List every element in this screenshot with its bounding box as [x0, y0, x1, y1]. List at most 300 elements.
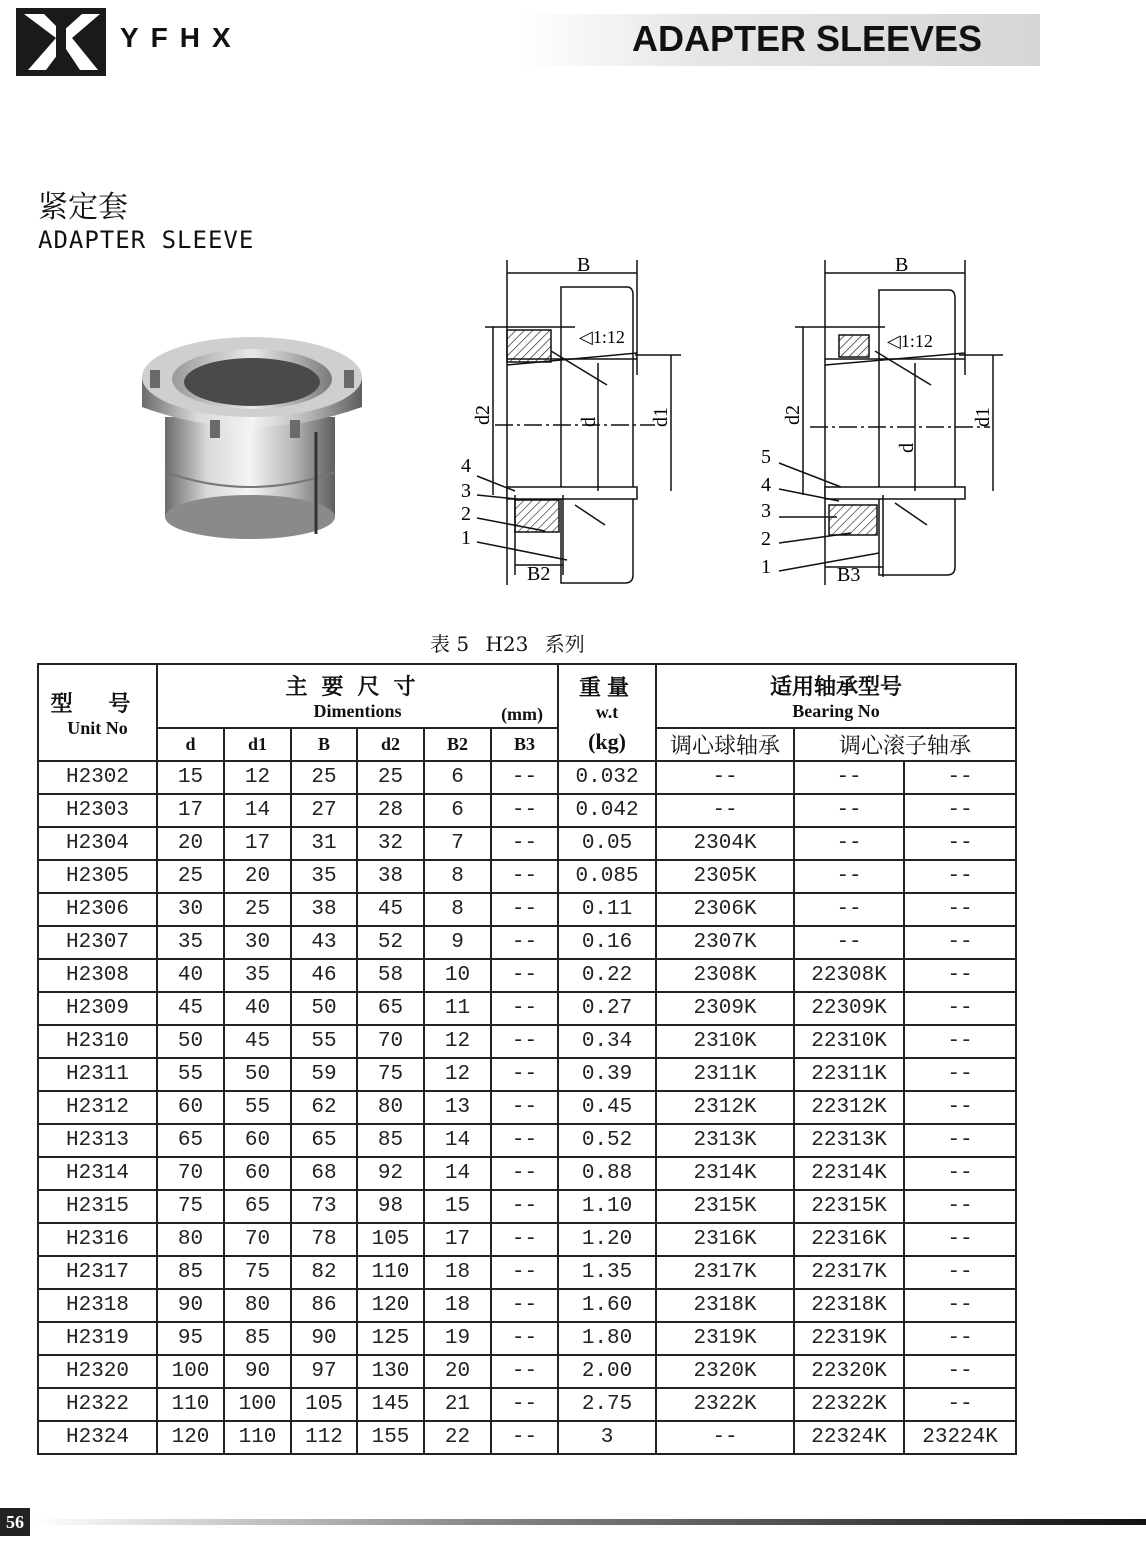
- table-cell: 2312K: [656, 1091, 794, 1124]
- table-cell: H2313: [38, 1124, 157, 1157]
- table-cell: --: [491, 959, 558, 992]
- table-cell: H2318: [38, 1289, 157, 1322]
- table-row: [38, 992, 1016, 1025]
- table-cell: 0.085: [558, 860, 656, 893]
- table-cell: 2307K: [656, 926, 794, 959]
- table-cell: --: [491, 1355, 558, 1388]
- table-cell: --: [794, 893, 904, 926]
- table-cell: 62: [291, 1091, 357, 1124]
- table-row: [38, 1388, 1016, 1421]
- table-cell: --: [491, 860, 558, 893]
- table-cell: H2320: [38, 1355, 157, 1388]
- page-number: 56: [0, 1508, 30, 1536]
- header-dimensions: 主要尺寸 Dimentions (mm): [157, 664, 558, 728]
- table-cell: 12: [424, 1058, 491, 1091]
- table-cell: 18: [424, 1289, 491, 1322]
- table-cell: 50: [291, 992, 357, 1025]
- table-row: [38, 761, 1016, 794]
- table-cell: 0.05: [558, 827, 656, 860]
- header-roller-bearing: 调心滚子轴承: [794, 728, 1016, 761]
- table-row: [38, 1058, 1016, 1091]
- table-row: [38, 1190, 1016, 1223]
- table-cell: 105: [357, 1223, 424, 1256]
- table-cell: 22312K: [794, 1091, 904, 1124]
- table-cell: 15: [157, 761, 224, 794]
- table-cell: --: [491, 1256, 558, 1289]
- table-cell: 2314K: [656, 1157, 794, 1190]
- header-unit: 型 号 Unit No: [38, 664, 157, 761]
- page-title: ADAPTER SLEEVES: [632, 18, 983, 59]
- table-cell: --: [904, 893, 1016, 926]
- table-cell: --: [794, 761, 904, 794]
- table-caption: [430, 628, 595, 657]
- table-cell: 0.39: [558, 1058, 656, 1091]
- table-cell: --: [491, 1223, 558, 1256]
- table-cell: --: [904, 761, 1016, 794]
- table-cell: 90: [224, 1355, 291, 1388]
- table-cell: 22308K: [794, 959, 904, 992]
- table-cell: 25: [224, 893, 291, 926]
- table-cell: 2304K: [656, 827, 794, 860]
- table-cell: 78: [291, 1223, 357, 1256]
- table-cell: 2308K: [656, 959, 794, 992]
- table-cell: 1.20: [558, 1223, 656, 1256]
- table-cell: 60: [224, 1157, 291, 1190]
- table-cell: 17: [424, 1223, 491, 1256]
- table-cell: 19: [424, 1322, 491, 1355]
- table-cell: 38: [291, 893, 357, 926]
- label-b3: B3: [837, 564, 861, 586]
- table-cell: 25: [291, 761, 357, 794]
- table-cell: --: [491, 1157, 558, 1190]
- table-cell: 85: [357, 1124, 424, 1157]
- table-cell: 110: [157, 1388, 224, 1421]
- table-cell: 22319K: [794, 1322, 904, 1355]
- table-cell: --: [491, 1421, 558, 1454]
- table-cell: 97: [291, 1355, 357, 1388]
- table-cell: 55: [291, 1025, 357, 1058]
- table-cell: H2308: [38, 959, 157, 992]
- table-cell: 40: [224, 992, 291, 1025]
- table-cell: 46: [291, 959, 357, 992]
- table-cell: 6: [424, 794, 491, 827]
- table-cell: 65: [224, 1190, 291, 1223]
- table-cell: 58: [357, 959, 424, 992]
- table-cell: 22: [424, 1421, 491, 1454]
- label-d: d: [896, 443, 918, 453]
- table-cell: 2306K: [656, 893, 794, 926]
- table-cell: 22316K: [794, 1223, 904, 1256]
- table-cell: 2.75: [558, 1388, 656, 1421]
- table-cell: 10: [424, 959, 491, 992]
- table-cell: 2320K: [656, 1355, 794, 1388]
- table-cell: 92: [357, 1157, 424, 1190]
- table-cell: --: [491, 1388, 558, 1421]
- table-cell: 14: [424, 1157, 491, 1190]
- table-cell: 0.88: [558, 1157, 656, 1190]
- adapter-sleeve-table: [37, 663, 1017, 1455]
- table-cell: H2317: [38, 1256, 157, 1289]
- adapter-sleeve-photo: [130, 322, 380, 552]
- table-cell: 1.10: [558, 1190, 656, 1223]
- header-weight: 重量 w.t (kg): [558, 664, 656, 761]
- table-cell: 12: [424, 1025, 491, 1058]
- table-cell: H2302: [38, 761, 157, 794]
- sleeve-drawing-b2: [455, 255, 695, 595]
- table-cell: 14: [424, 1124, 491, 1157]
- header-ball-bearing: 调心球轴承: [656, 728, 794, 761]
- table-cell: --: [904, 1025, 1016, 1058]
- table-cell: --: [794, 794, 904, 827]
- table-row: [38, 926, 1016, 959]
- table-cell: 2309K: [656, 992, 794, 1025]
- footer-rule: [30, 1519, 1146, 1525]
- label-taper: ◁1:12: [579, 327, 625, 347]
- table-cell: 22313K: [794, 1124, 904, 1157]
- caption-series: H23: [485, 632, 529, 656]
- table-row: [38, 827, 1016, 860]
- table-cell: 2319K: [656, 1322, 794, 1355]
- table-cell: 35: [224, 959, 291, 992]
- table-cell: 112: [291, 1421, 357, 1454]
- table-cell: 7: [424, 827, 491, 860]
- table-cell: 45: [357, 893, 424, 926]
- table-cell: H2307: [38, 926, 157, 959]
- label-b: B: [577, 255, 591, 276]
- table-cell: --: [491, 1025, 558, 1058]
- table-cell: 65: [157, 1124, 224, 1157]
- table-cell: 70: [224, 1223, 291, 1256]
- table-cell: 9: [424, 926, 491, 959]
- table-cell: 23224K: [904, 1421, 1016, 1454]
- table-cell: 70: [157, 1157, 224, 1190]
- table-cell: 38: [357, 860, 424, 893]
- label-d: d: [578, 417, 600, 427]
- table-cell: 0.16: [558, 926, 656, 959]
- table-cell: --: [904, 1256, 1016, 1289]
- label-d2: d2: [782, 405, 804, 425]
- table-cell: 120: [357, 1289, 424, 1322]
- table-cell: --: [904, 1190, 1016, 1223]
- table-cell: 6: [424, 761, 491, 794]
- table-cell: --: [656, 794, 794, 827]
- table-cell: --: [904, 1091, 1016, 1124]
- table-cell: 2315K: [656, 1190, 794, 1223]
- table-cell: 43: [291, 926, 357, 959]
- table-cell: H2306: [38, 893, 157, 926]
- table-cell: H2319: [38, 1322, 157, 1355]
- label-d1: d1: [650, 407, 672, 427]
- table-cell: 65: [357, 992, 424, 1025]
- table-cell: 12: [224, 761, 291, 794]
- table-cell: 28: [357, 794, 424, 827]
- table-cell: 0.27: [558, 992, 656, 1025]
- table-cell: 40: [157, 959, 224, 992]
- table-cell: --: [491, 761, 558, 794]
- table-cell: H2311: [38, 1058, 157, 1091]
- table-cell: 55: [224, 1091, 291, 1124]
- table-cell: 60: [224, 1124, 291, 1157]
- table-cell: 52: [357, 926, 424, 959]
- table-cell: 22322K: [794, 1388, 904, 1421]
- table-cell: H2315: [38, 1190, 157, 1223]
- table-cell: 2316K: [656, 1223, 794, 1256]
- table-cell: H2304: [38, 827, 157, 860]
- table-row: [38, 794, 1016, 827]
- table-cell: 0.34: [558, 1025, 656, 1058]
- table-row: [38, 1421, 1016, 1454]
- table-cell: 20: [424, 1355, 491, 1388]
- caption-prefix: 表 5: [430, 632, 470, 656]
- table-cell: 2305K: [656, 860, 794, 893]
- label-part-3: 3: [761, 500, 771, 522]
- table-cell: 25: [157, 860, 224, 893]
- table-cell: --: [904, 1157, 1016, 1190]
- table-cell: --: [904, 1322, 1016, 1355]
- header-b2: B2: [424, 728, 491, 761]
- table-cell: --: [904, 794, 1016, 827]
- table-cell: 70: [357, 1025, 424, 1058]
- table-cell: 32: [357, 827, 424, 860]
- table-cell: --: [491, 992, 558, 1025]
- table-cell: 8: [424, 893, 491, 926]
- label-part-4: 4: [761, 474, 771, 496]
- dims-unit: (mm): [501, 704, 544, 724]
- table-cell: 2313K: [656, 1124, 794, 1157]
- table-cell: --: [904, 1289, 1016, 1322]
- table-cell: 22318K: [794, 1289, 904, 1322]
- table-cell: 68: [291, 1157, 357, 1190]
- table-cell: 22314K: [794, 1157, 904, 1190]
- table-cell: 45: [224, 1025, 291, 1058]
- table-cell: 86: [291, 1289, 357, 1322]
- sleeve-drawing-b3: [755, 255, 1005, 600]
- table-cell: 75: [224, 1256, 291, 1289]
- table-cell: 85: [224, 1322, 291, 1355]
- table-cell: --: [904, 926, 1016, 959]
- brand-name: YFHX: [120, 22, 243, 53]
- table-cell: 0.042: [558, 794, 656, 827]
- table-row: [38, 1157, 1016, 1190]
- table-cell: H2303: [38, 794, 157, 827]
- table-cell: 80: [157, 1223, 224, 1256]
- table-cell: 0.032: [558, 761, 656, 794]
- table-cell: H2324: [38, 1421, 157, 1454]
- table-row: [38, 1322, 1016, 1355]
- label-b2: B2: [527, 563, 551, 585]
- table-cell: --: [904, 1124, 1016, 1157]
- table-row: [38, 1091, 1016, 1124]
- table-cell: 85: [157, 1256, 224, 1289]
- table-cell: 82: [291, 1256, 357, 1289]
- header-d2: d2: [357, 728, 424, 761]
- table-cell: 22310K: [794, 1025, 904, 1058]
- header-b: B: [291, 728, 357, 761]
- table-cell: 1.60: [558, 1289, 656, 1322]
- table-cell: 1.35: [558, 1256, 656, 1289]
- caption-suffix: 系列: [544, 632, 585, 656]
- table-cell: 30: [224, 926, 291, 959]
- label-d1: d1: [972, 407, 994, 427]
- table-cell: H2309: [38, 992, 157, 1025]
- table-cell: H2314: [38, 1157, 157, 1190]
- table-cell: 45: [157, 992, 224, 1025]
- table-cell: 22315K: [794, 1190, 904, 1223]
- table-cell: --: [904, 992, 1016, 1025]
- table-cell: 125: [357, 1322, 424, 1355]
- table-cell: 75: [357, 1058, 424, 1091]
- table-cell: --: [491, 1091, 558, 1124]
- table-row: [38, 959, 1016, 992]
- table-cell: 3: [558, 1421, 656, 1454]
- table-cell: 11: [424, 992, 491, 1025]
- table-cell: 35: [291, 860, 357, 893]
- table-cell: 0.52: [558, 1124, 656, 1157]
- table-cell: 105: [291, 1388, 357, 1421]
- table-cell: 145: [357, 1388, 424, 1421]
- table-cell: --: [491, 827, 558, 860]
- table-cell: 2322K: [656, 1388, 794, 1421]
- table-cell: 22311K: [794, 1058, 904, 1091]
- table-cell: 22324K: [794, 1421, 904, 1454]
- table-row: [38, 860, 1016, 893]
- table-cell: 30: [157, 893, 224, 926]
- table-cell: 98: [357, 1190, 424, 1223]
- table-cell: 60: [157, 1091, 224, 1124]
- table-cell: 17: [224, 827, 291, 860]
- table-cell: --: [491, 1190, 558, 1223]
- label-b: B: [895, 255, 909, 276]
- table-cell: --: [491, 1289, 558, 1322]
- table-cell: 55: [157, 1058, 224, 1091]
- table-cell: 2310K: [656, 1025, 794, 1058]
- label-part-2: 2: [461, 503, 471, 525]
- table-cell: 90: [157, 1289, 224, 1322]
- table-cell: 25: [357, 761, 424, 794]
- table-cell: 2318K: [656, 1289, 794, 1322]
- table-cell: 100: [224, 1388, 291, 1421]
- table-cell: --: [794, 860, 904, 893]
- table-cell: --: [491, 1322, 558, 1355]
- section-title-cn: 紧定套: [38, 190, 128, 225]
- table-cell: 31: [291, 827, 357, 860]
- table-cell: 75: [157, 1190, 224, 1223]
- table-cell: 73: [291, 1190, 357, 1223]
- table-row: [38, 1355, 1016, 1388]
- table-cell: 0.11: [558, 893, 656, 926]
- table-row: [38, 1124, 1016, 1157]
- table-cell: --: [794, 926, 904, 959]
- table-cell: 21: [424, 1388, 491, 1421]
- table-cell: --: [904, 959, 1016, 992]
- table-cell: 22320K: [794, 1355, 904, 1388]
- table-cell: --: [904, 1223, 1016, 1256]
- label-part-1: 1: [761, 556, 771, 578]
- table-cell: 14: [224, 794, 291, 827]
- table-cell: H2312: [38, 1091, 157, 1124]
- table-cell: H2322: [38, 1388, 157, 1421]
- table-cell: 110: [357, 1256, 424, 1289]
- header-b3: B3: [491, 728, 558, 761]
- table-cell: 20: [224, 860, 291, 893]
- table-cell: --: [904, 1355, 1016, 1388]
- table-cell: 2311K: [656, 1058, 794, 1091]
- table-row: [38, 1256, 1016, 1289]
- table-cell: --: [656, 761, 794, 794]
- table-cell: 130: [357, 1355, 424, 1388]
- table-cell: 65: [291, 1124, 357, 1157]
- label-part-1: 1: [461, 527, 471, 549]
- table-cell: 155: [357, 1421, 424, 1454]
- table-cell: 22309K: [794, 992, 904, 1025]
- table-cell: 59: [291, 1058, 357, 1091]
- table-row: [38, 893, 1016, 926]
- table-cell: 80: [224, 1289, 291, 1322]
- table-cell: 17: [157, 794, 224, 827]
- table-cell: 95: [157, 1322, 224, 1355]
- table-cell: 20: [157, 827, 224, 860]
- header-bearing: 适用轴承型号 Bearing No: [656, 664, 1016, 728]
- table-cell: 27: [291, 794, 357, 827]
- table-cell: 50: [224, 1058, 291, 1091]
- table-cell: --: [904, 860, 1016, 893]
- label-part-5: 5: [761, 446, 771, 468]
- table-row: [38, 1289, 1016, 1322]
- table-cell: 110: [224, 1421, 291, 1454]
- label-taper: ◁1:12: [887, 331, 933, 351]
- table-cell: 100: [157, 1355, 224, 1388]
- label-part-2: 2: [761, 528, 771, 550]
- table-cell: 90: [291, 1322, 357, 1355]
- header-d1: d1: [224, 728, 291, 761]
- table-cell: 0.22: [558, 959, 656, 992]
- table-cell: 22317K: [794, 1256, 904, 1289]
- table-row: [38, 1025, 1016, 1058]
- table-cell: --: [491, 1124, 558, 1157]
- table-cell: H2310: [38, 1025, 157, 1058]
- table-cell: --: [904, 1058, 1016, 1091]
- table-cell: 13: [424, 1091, 491, 1124]
- table-cell: --: [491, 794, 558, 827]
- table-cell: --: [904, 827, 1016, 860]
- table-cell: H2305: [38, 860, 157, 893]
- table-cell: 1.80: [558, 1322, 656, 1355]
- section-title-en: ADAPTER SLEEVE: [38, 226, 255, 254]
- brand-logo: [16, 8, 106, 76]
- header-d: d: [157, 728, 224, 761]
- label-d2: d2: [472, 405, 494, 425]
- table-cell: --: [491, 893, 558, 926]
- table-cell: 50: [157, 1025, 224, 1058]
- table-cell: 2317K: [656, 1256, 794, 1289]
- table-cell: --: [491, 926, 558, 959]
- table-cell: H2316: [38, 1223, 157, 1256]
- table-cell: 80: [357, 1091, 424, 1124]
- table-row: [38, 1223, 1016, 1256]
- table-cell: --: [656, 1421, 794, 1454]
- label-part-3: 3: [461, 480, 471, 502]
- table-cell: 15: [424, 1190, 491, 1223]
- table-cell: 8: [424, 860, 491, 893]
- table-cell: --: [491, 1058, 558, 1091]
- table-cell: 2.00: [558, 1355, 656, 1388]
- table-cell: 18: [424, 1256, 491, 1289]
- table-cell: 0.45: [558, 1091, 656, 1124]
- table-cell: --: [904, 1388, 1016, 1421]
- table-cell: --: [794, 827, 904, 860]
- table-cell: 120: [157, 1421, 224, 1454]
- label-part-4: 4: [461, 455, 471, 477]
